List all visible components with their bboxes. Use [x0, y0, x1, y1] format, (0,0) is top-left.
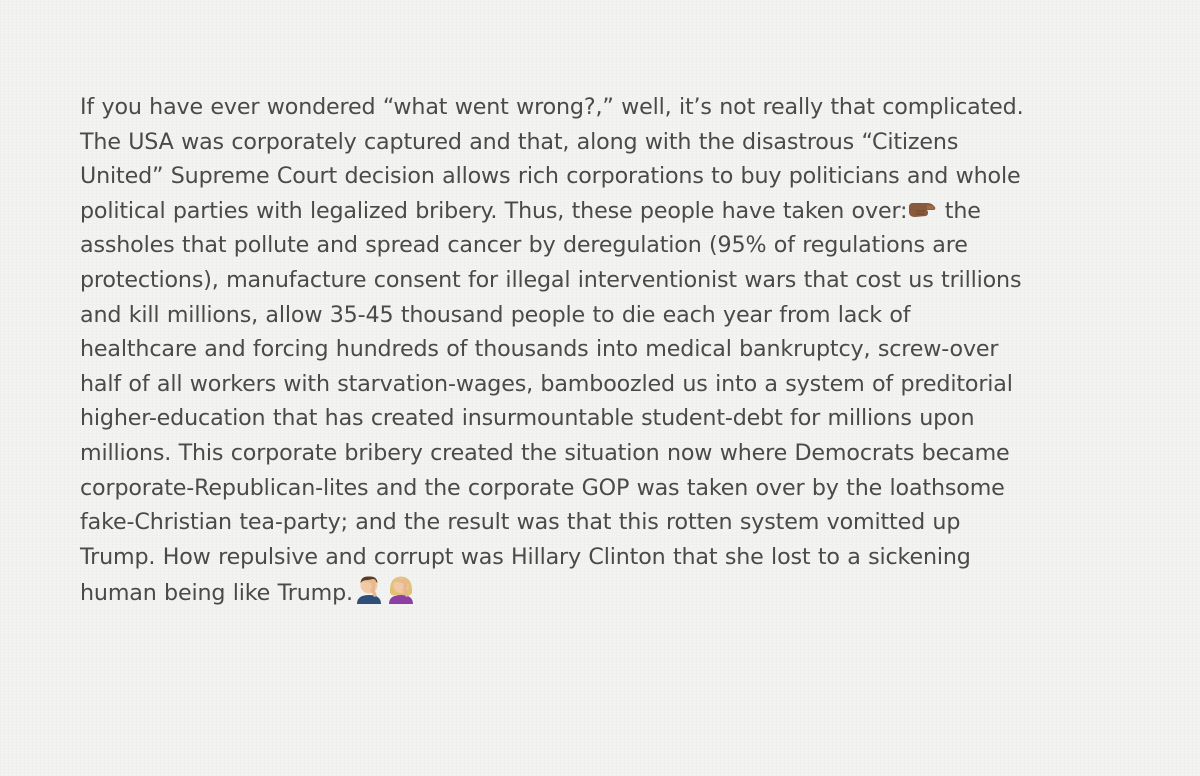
- note-line: If you have ever wondered “what went wrong?,” well, it’s not really that complicated.: [80, 94, 1024, 120]
- note-line: The USA was corporately captured and that, along with the disastrous “Citizens: [80, 128, 959, 155]
- note-line-text: the: [937, 197, 981, 224]
- man-facepalming-icon: [353, 574, 385, 604]
- note-line: protections), manufacture consent for illegal interventionist wars that cost us trillions: [80, 266, 1022, 293]
- note-line: [80, 194, 1165, 229]
- woman-facepalming-icon: [385, 574, 417, 604]
- note-line: and kill millions, allow 35-45 thousand people to die each year from lack of: [80, 301, 911, 328]
- note-line-text: political parties with legalized bribery. Thus, these people have taken over:: [80, 197, 908, 224]
- note-line: [80, 574, 1165, 611]
- note-line-text: human being like Trump.: [80, 580, 353, 607]
- note-line: corporate-Republican-lites and the corporate GOP was taken over by the loathsome: [80, 474, 1005, 501]
- note-line: Trump. How repulsive and corrupt was Hillary Clinton that she lost to a sickening: [80, 543, 971, 570]
- note-line: healthcare and forcing hundreds of thousands into medical bankruptcy, screw-over: [80, 336, 999, 363]
- note-text-block: [80, 90, 1165, 611]
- pointing-right-hand-icon: [907, 198, 937, 222]
- note-line: fake-Christian tea-party; and the result was that this rotten system vomitted up: [80, 509, 961, 536]
- note-line: United” Supreme Court decision allows rich corporations to buy politicians and whole: [80, 163, 1021, 190]
- note-line: assholes that pollute and spread cancer by deregulation (95% of regulations are: [80, 232, 968, 259]
- note-line: millions. This corporate bribery created the situation now where Democrats became: [80, 439, 1010, 466]
- note-line: half of all workers with starvation-wages, bamboozled us into a system of preditorial: [80, 370, 1013, 397]
- note-line: higher-education that has created insurmountable student-debt for millions upon: [80, 405, 975, 432]
